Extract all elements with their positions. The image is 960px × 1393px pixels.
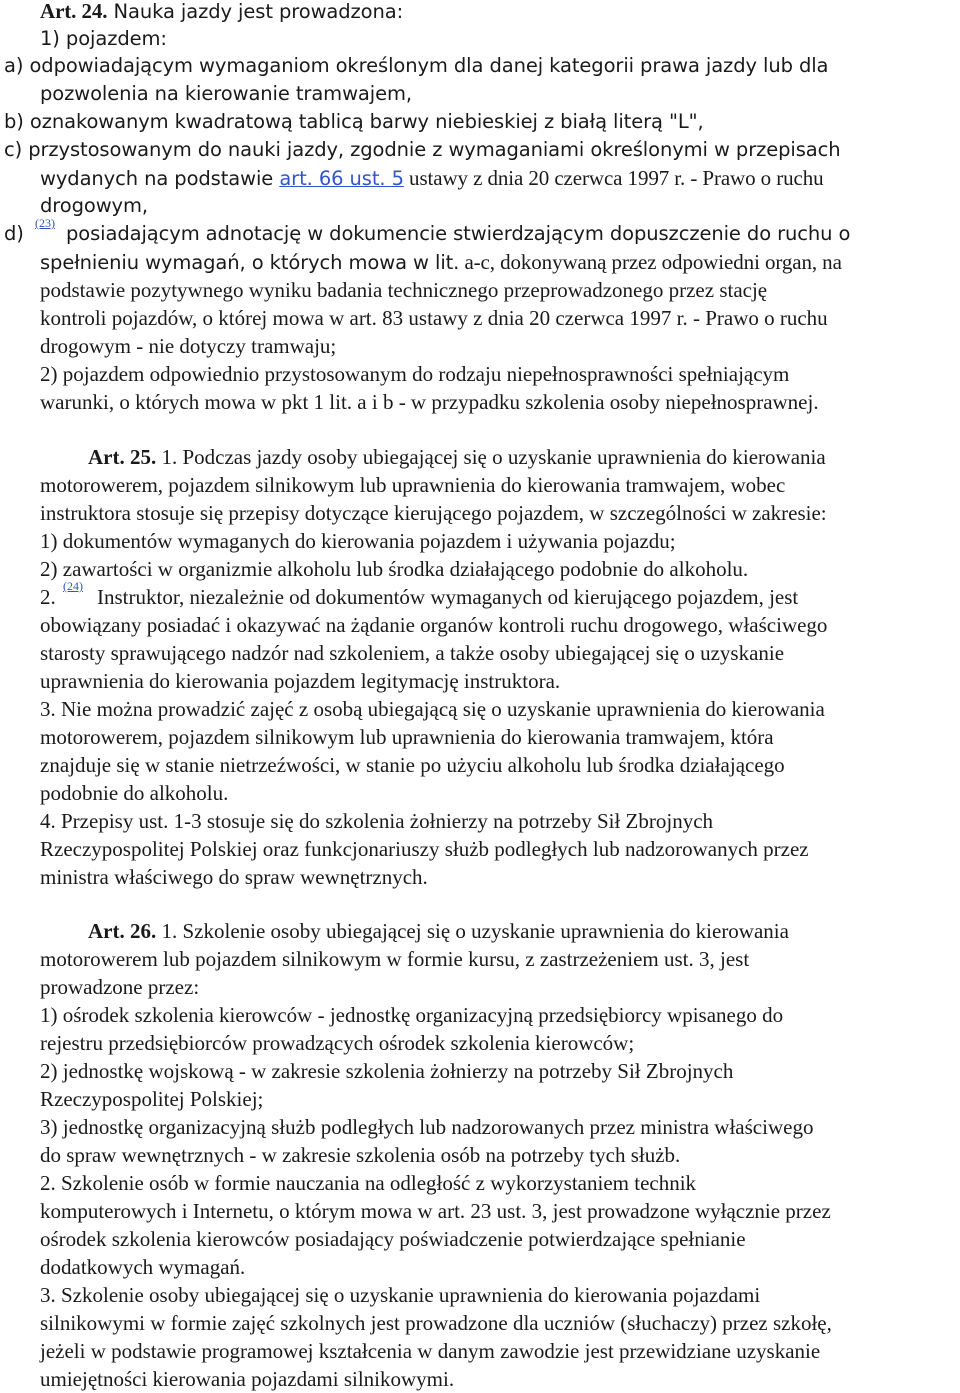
footnote-24-link[interactable]: (24) xyxy=(63,579,83,593)
art26-p2-line1: 2. Szkolenie osób w formie nauczania na odległość z wykorzystaniem technik xyxy=(40,1171,697,1195)
art25-p4-line1: 4. Przepisy ust. 1-3 stosuje się do szkolenia żołnierzy na potrzeby Sił Zbrojnych xyxy=(40,809,714,833)
c-line2-post: ustawy z dnia 20 czerwca 1997 r. - Prawo o ruchu xyxy=(403,166,824,190)
art26-p1-line3: prowadzone przez: xyxy=(40,975,200,999)
art24-item-c-line3: drogowym, xyxy=(40,194,148,217)
art24-intro: Nauka jazdy jest prowadzona: xyxy=(107,0,404,23)
art26-p3-line4: umiejętności kierowania pojazdami silnikowymi. xyxy=(40,1367,455,1391)
art26-p1-item2-line2: Rzeczypospolitej Polskiej; xyxy=(40,1087,264,1111)
art26-p1-item3-line1: 3) jednostkę organizacyjną służb podległych lub nadzorowanych przez ministra właściwego xyxy=(40,1115,814,1139)
art26-p1-item3-line2: do spraw wewnętrznych - w zakresie szkolenia osób na potrzeby tych służb. xyxy=(40,1143,681,1167)
art24-item2-line1: 2) pojazdem odpowiednio przystosowanym do rodzaju niepełnosprawności spełniającym xyxy=(40,362,790,386)
art24-item1: 1) pojazdem: xyxy=(40,27,167,50)
art26-p3-line3: jeżeli w podstawie programowej kształcenia w danym zawodzie jest przewidziane uzyskanie xyxy=(40,1339,821,1363)
art25-first-line xyxy=(88,443,826,471)
art25-p3-line4: podobnie do alkoholu. xyxy=(40,781,229,805)
art25-p3-line2: motorowerem, pojazdem silnikowym lub uprawnienia do kierowania tramwajem, która xyxy=(40,725,774,749)
art25-p4-line3: ministra właściwego do spraw wewnętrznych. xyxy=(40,865,428,889)
art24-item-d-line5: drogowym - nie dotyczy tramwaju; xyxy=(40,334,337,358)
art26-p1-item2-line1: 2) jednostkę wojskową - w zakresie szkolenia żołnierzy na potrzeby Sił Zbrojnych xyxy=(40,1059,734,1083)
art25-p1-line1: 1. Podczas jazdy osoby ubiegającej się o uzyskanie uprawnienia do kierowania xyxy=(156,445,826,469)
c-line2-pre: wydanych na podstawie xyxy=(40,167,280,190)
art24-item-a-line2: pozwolenia na kierowanie tramwajem, xyxy=(40,82,412,105)
art24-item-c-line2 xyxy=(40,164,824,192)
art26-p2-line4: dodatkowych wymagań. xyxy=(40,1255,246,1279)
footnote-23-link[interactable]: (23) xyxy=(35,216,55,230)
art26-p3-line2: silnikowymi w formie zajęć szkolnych jest prowadzone dla uczniów (słuchaczy) przez szkołę, xyxy=(40,1311,832,1335)
art25-p1-item2: 2) zawartości w organizmie alkoholu lub środka działającego podobnie do alkoholu. xyxy=(40,557,749,581)
art26-p2-line2: komputerowych i Internetu, o którym mowa w art. 23 ust. 3, jest prowadzone wyłącznie przez xyxy=(40,1199,831,1223)
art24-first-line xyxy=(40,0,403,25)
art25-p2-line1: Instruktor, niezależnie od dokumentów wymaganych od kierującego pojazdem, jest xyxy=(97,585,799,609)
art26-first-line xyxy=(88,917,789,945)
art-66-ust-5-link[interactable]: art. 66 ust. 5 xyxy=(279,167,404,190)
art25-p2-line3: starosty sprawującego nadzór nad szkoleniem, a także osoby ubiegającej się o uzyskanie xyxy=(40,641,785,665)
d-line2-post: a-c, dokonywaną przez odpowiedni organ, na xyxy=(459,250,842,274)
art24-item-b-line1: b) oznakowanym kwadratową tablicą barwy niebieskiej z białą literą "L", xyxy=(4,110,704,133)
art26-heading: Art. 26. xyxy=(88,919,157,943)
art25-p1-line3: instruktora stosuje się przepisy dotyczące kierującego pojazdem, w szczególności w zakresie: xyxy=(40,501,827,525)
art25-p3-line3: znajduje się w stanie nietrzeźwości, w stanie po użyciu alkoholu lub środka działającego xyxy=(40,753,785,777)
art26-p2-line3: ośrodek szkolenia kierowców posiadający poświadczenie potwierdzające spełnianie xyxy=(40,1227,746,1251)
art25-p1-item1: 1) dokumentów wymaganych do kierowania pojazdem i używania pojazdu; xyxy=(40,529,676,553)
art25-p4-line2: Rzeczypospolitej Polskiej oraz funkcjonariuszy służb podległych lub nadzorowanych przez xyxy=(40,837,809,861)
art25-p1-line2: motorowerem, pojazdem silnikowym lub uprawnienia do kierowania tramwajem, wobec xyxy=(40,473,786,497)
art25-p2-line4: uprawnienia do kierowania pojazdem legitymację instruktora. xyxy=(40,669,561,693)
d-line2-pre: spełnieniu wymagań, o których mowa w lit. xyxy=(40,251,460,274)
art26-p3-line1: 3. Szkolenie osoby ubiegającej się o uzyskanie uprawnienia do kierowania pojazdami xyxy=(40,1283,761,1307)
art24-item-d-line2 xyxy=(40,248,842,276)
art24-item-d-label: d) xyxy=(4,222,24,245)
art25-heading: Art. 25. xyxy=(88,445,157,469)
art26-p1-line1: 1. Szkolenie osoby ubiegającej się o uzyskanie uprawnienia do kierowania xyxy=(156,919,789,943)
art25-p2-label: 2. xyxy=(40,585,56,609)
art24-item-d-line4: kontroli pojazdów, o której mowa w art. 83 ustawy z dnia 20 czerwca 1997 r. - Prawo o ruchu xyxy=(40,306,828,330)
art26-p1-item1-line2: rejestru przedsiębiorców prowadzących ośrodek szkolenia kierowców; xyxy=(40,1031,635,1055)
art24-item-d-line3: podstawie pozytywnego wyniku badania technicznego przeprowadzonego przez stację xyxy=(40,278,768,302)
art26-p1-line2: motorowerem lub pojazdem silnikowym w formie kursu, z zastrzeżeniem ust. 3, jest xyxy=(40,947,750,971)
art26-p1-item1-line1: 1) ośrodek szkolenia kierowców - jednostkę organizacyjną przedsiębiorcy wpisanego do xyxy=(40,1003,784,1027)
art25-p3-line1: 3. Nie można prowadzić zajęć z osobą ubiegającą się o uzyskanie uprawnienia do kierowania xyxy=(40,697,825,721)
art24-item-a-line1: a) odpowiadającym wymaganiom określonym dla danej kategorii prawa jazdy lub dla xyxy=(4,54,829,77)
art24-item-c-line1: c) przystosowanym do nauki jazdy, zgodnie z wymaganiami określonymi w przepisach xyxy=(4,138,841,161)
art24-item-d-line1: posiadającym adnotację w dokumencie stwierdzającym dopuszczenie do ruchu o xyxy=(66,222,851,245)
art24-item2-line2: warunki, o których mowa w pkt 1 lit. a i b - w przypadku szkolenia osoby niepełnosprawnej. xyxy=(40,390,819,414)
art24-heading: Art. 24. xyxy=(40,0,108,23)
art25-p2-line2: obowiązany posiadać i okazywać na żądanie organów kontroli ruchu drogowego, właściwego xyxy=(40,613,828,637)
